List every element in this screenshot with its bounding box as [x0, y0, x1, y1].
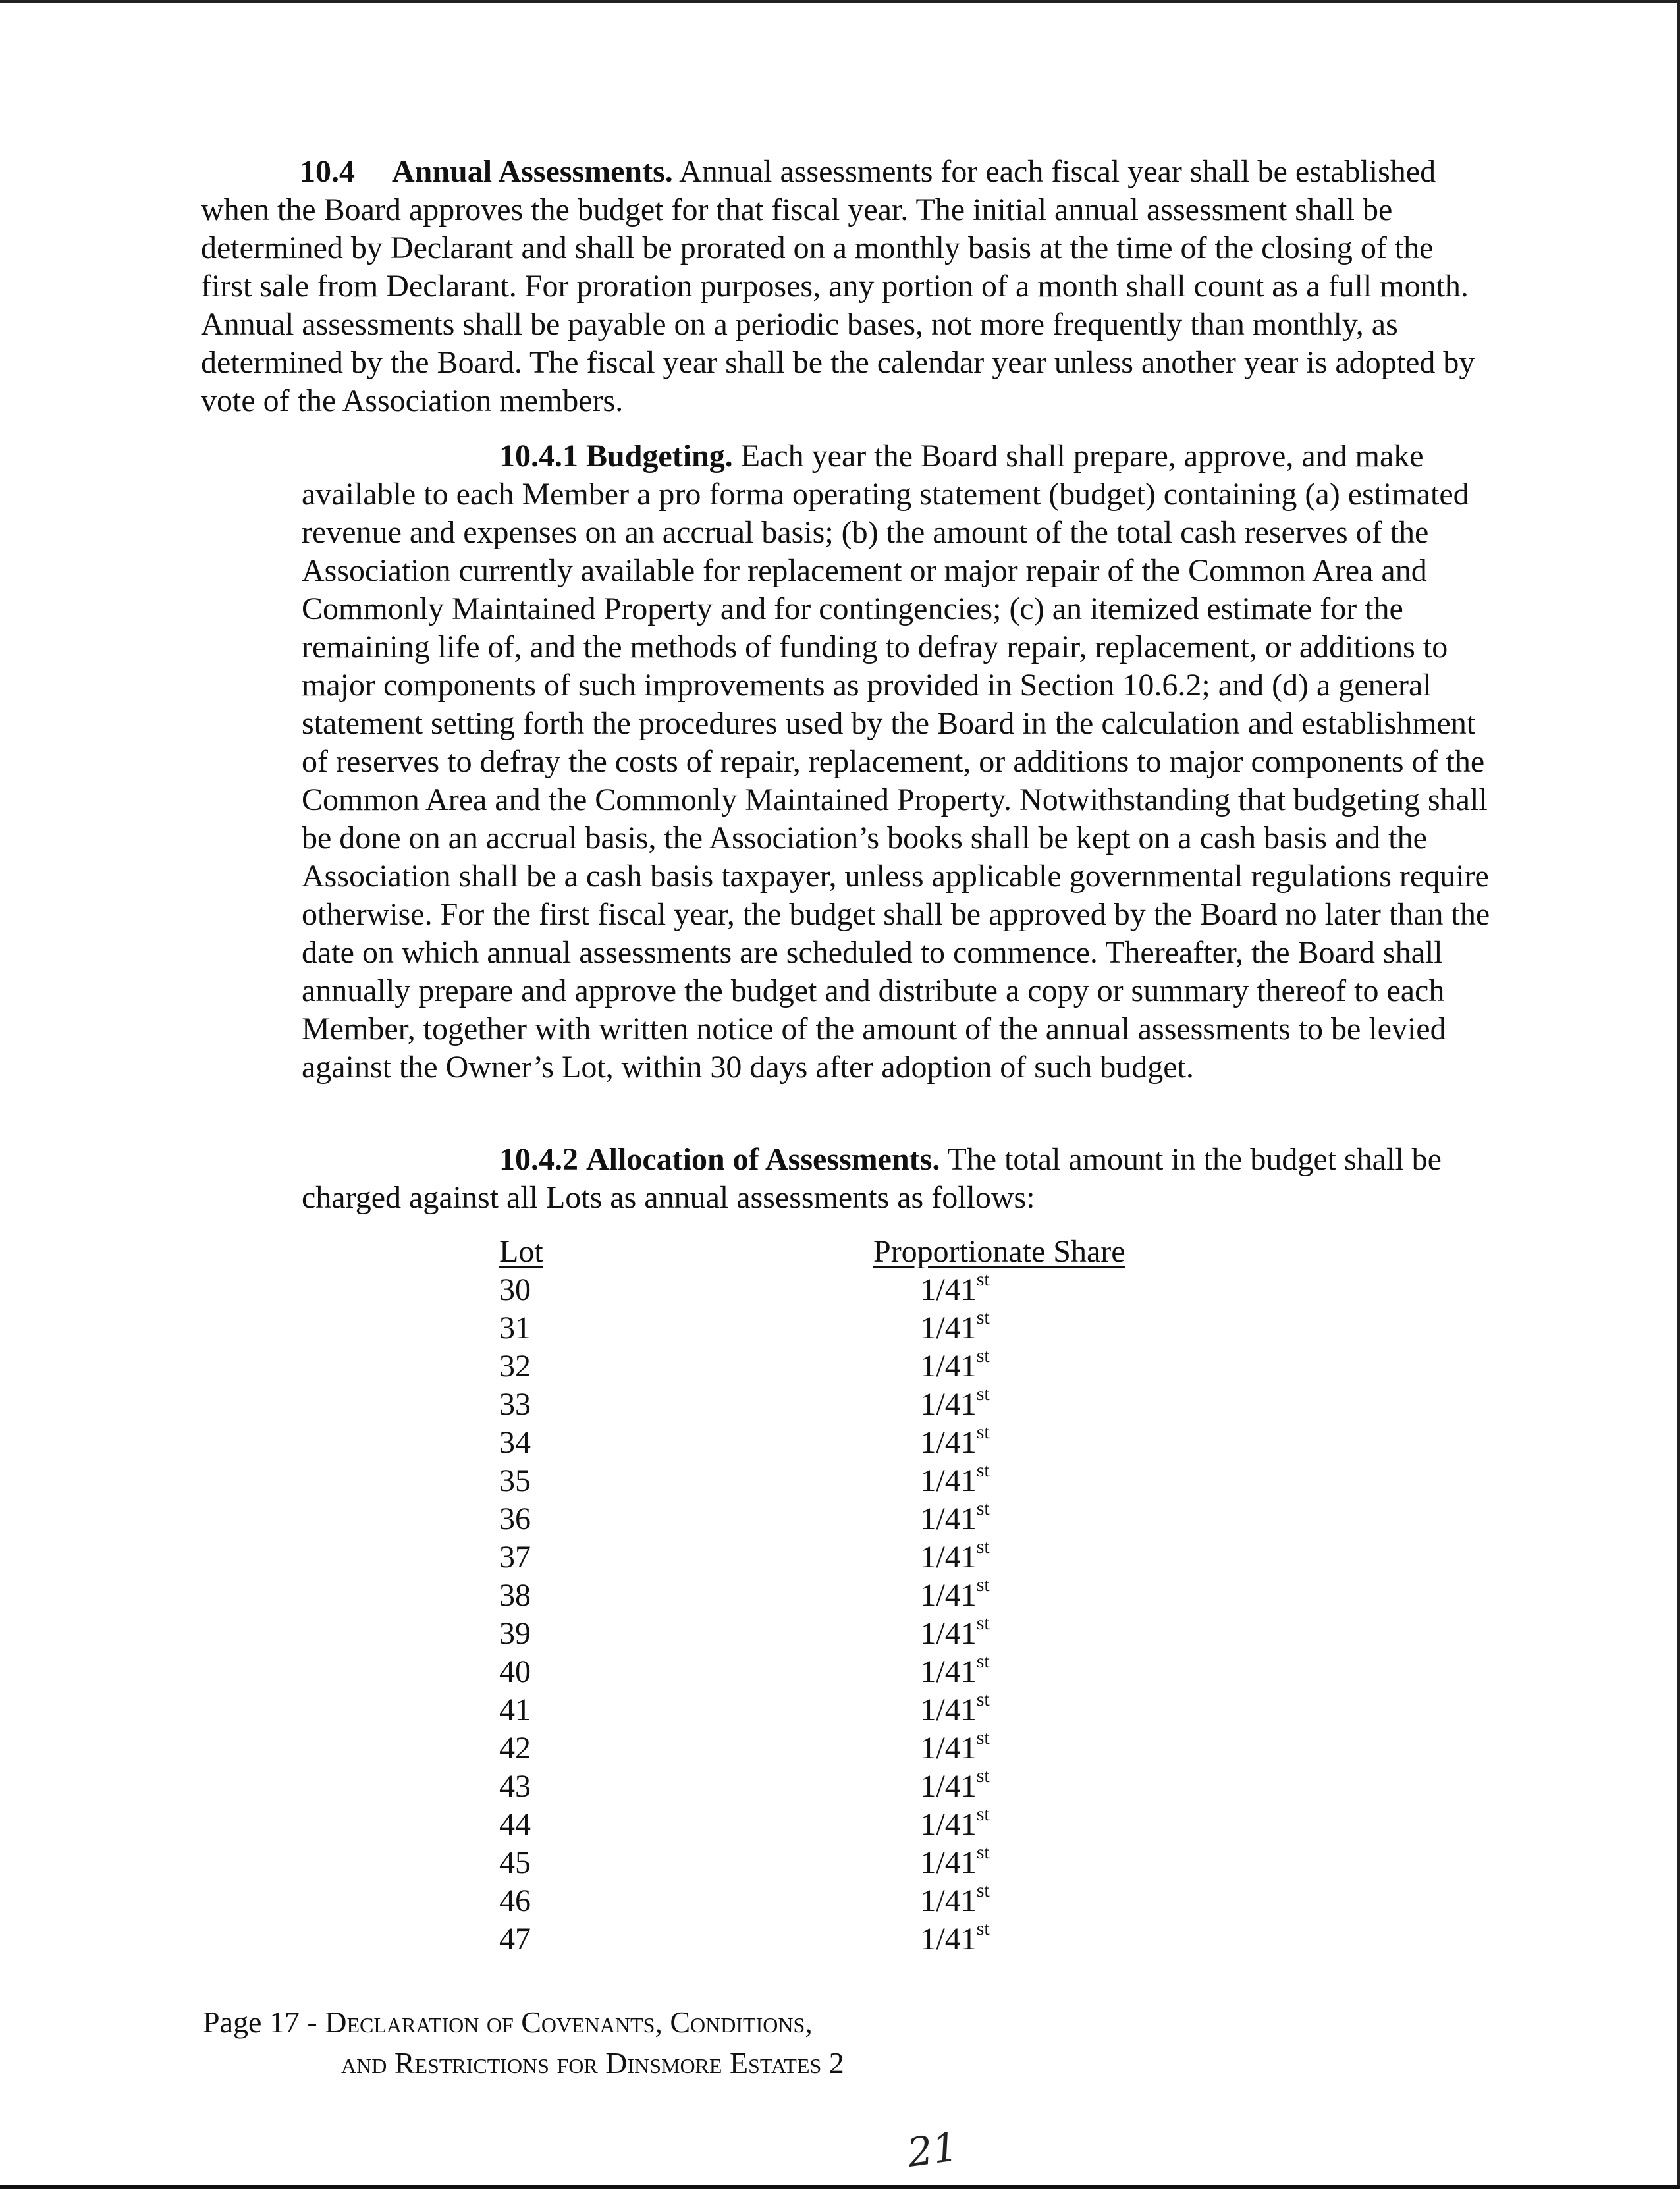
proportionate-share [629, 1691, 1224, 1729]
lot-number: 34 [499, 1425, 531, 1460]
share-fraction: 1/41 [920, 1463, 977, 1498]
proportionate-share [629, 1268, 1224, 1309]
share-fraction: 1/41 [920, 1540, 977, 1575]
share-ordinal-suffix: st [976, 1574, 990, 1596]
table-row [499, 1383, 1224, 1424]
share-fraction: 1/41 [920, 1425, 977, 1460]
proportionate-share [629, 1803, 1224, 1844]
lot-number: 38 [499, 1578, 531, 1613]
table-row [499, 1500, 1224, 1538]
proportionate-share [629, 1650, 1224, 1691]
footer-page-label: Page 17 - [203, 2005, 317, 2039]
table-row [499, 1309, 1224, 1347]
table-row [499, 1920, 1224, 1959]
header-proportionate-share: Proportionate Share [873, 1234, 1125, 1269]
share-ordinal-suffix: st [976, 1383, 990, 1405]
lot-number: 40 [499, 1654, 531, 1689]
section-10-4-2-title: Allocation of Assessments. [586, 1142, 940, 1177]
lot-share-table [499, 1233, 1224, 1959]
footer-line-1 [203, 2002, 1257, 2043]
lot-number: 46 [499, 1883, 531, 1918]
proportionate-share [629, 1309, 1224, 1347]
share-fraction: 1/41 [920, 1692, 977, 1727]
header-lot: Lot [499, 1234, 543, 1269]
section-10-4-2-paragraph [302, 1141, 1494, 1217]
share-ordinal-suffix: st [976, 1841, 990, 1863]
proportionate-share [629, 1574, 1224, 1615]
lot-number: 39 [499, 1616, 531, 1651]
table-row [499, 1879, 1224, 1920]
table-row [499, 1803, 1224, 1844]
section-10-4-paragraph [201, 153, 1485, 420]
lot-number: 47 [499, 1922, 531, 1957]
lot-number: 30 [499, 1272, 531, 1307]
section-10-4-number: 10.4 [300, 154, 355, 189]
share-fraction: 1/41 [920, 1654, 977, 1689]
share-ordinal-suffix: st [976, 1459, 990, 1481]
proportionate-share [629, 1421, 1224, 1462]
proportionate-share [629, 1729, 1224, 1768]
share-ordinal-suffix: st [976, 1918, 990, 1939]
lot-number: 37 [499, 1540, 531, 1575]
lot-number: 43 [499, 1769, 531, 1804]
lot-number: 32 [499, 1349, 531, 1384]
proportionate-share [629, 1841, 1224, 1882]
share-ordinal-suffix: st [976, 1421, 990, 1443]
section-10-4-1-title: Budgeting. [586, 439, 733, 473]
scan-border-bottom [0, 2185, 1680, 2189]
table-row [499, 1765, 1224, 1806]
section-10-4-title: Annual Assessments. [392, 154, 673, 189]
page-footer [203, 2002, 1257, 2084]
proportionate-share [629, 1347, 1224, 1386]
share-fraction: 1/41 [920, 1731, 977, 1766]
share-ordinal-suffix: st [976, 1803, 990, 1825]
share-fraction: 1/41 [920, 1349, 977, 1384]
table-row [499, 1650, 1224, 1691]
table-row [499, 1421, 1224, 1462]
share-ordinal-suffix: st [976, 1765, 990, 1787]
lot-number: 44 [499, 1807, 531, 1842]
proportionate-share [629, 1538, 1224, 1577]
table-row [499, 1691, 1224, 1729]
table-row [499, 1729, 1224, 1768]
share-fraction: 1/41 [920, 1311, 977, 1345]
proportionate-share [629, 1459, 1224, 1500]
share-ordinal-suffix: st [976, 1498, 990, 1519]
proportionate-share [629, 1612, 1224, 1653]
table-row [499, 1459, 1224, 1500]
section-10-4-body: Annual assessments for each fiscal year shall be established when the Board approves the budget for that fiscal year. The initial annual assessment shall be determined by Declarant and shall be prorated on a monthly basis at the time of the closing of the first sale from Declarant. For proration purposes, any portion of a month shall count as a full month. Annual assessments shall be payable on a periodic bases, not more frequently than monthly, as determined by the Board. The fiscal year shall be the calendar year unless another year is adopted by vote of the Association members. [201, 154, 1475, 418]
table-row [499, 1347, 1224, 1386]
section-10-4-2-number: 10.4.2 [499, 1142, 578, 1177]
share-fraction: 1/41 [920, 1387, 977, 1422]
section-10-4-2-body: The total amount in the budget shall be charged against all Lots as annual assessments as follows: [302, 1142, 1442, 1215]
table-header-row [499, 1233, 1224, 1271]
share-fraction: 1/41 [920, 1272, 977, 1307]
proportionate-share [629, 1765, 1224, 1806]
footer-title-line-1: Declaration of Covenants, Conditions, [325, 2005, 813, 2039]
table-row [499, 1574, 1224, 1615]
share-fraction: 1/41 [920, 1845, 977, 1880]
table-row [499, 1612, 1224, 1653]
proportionate-share [629, 1879, 1224, 1920]
share-ordinal-suffix: st [976, 1307, 990, 1328]
lot-number: 45 [499, 1845, 531, 1880]
lot-number: 42 [499, 1731, 531, 1766]
share-ordinal-suffix: st [976, 1345, 990, 1366]
scan-border-right [1677, 0, 1680, 2189]
table-row [499, 1538, 1224, 1577]
share-fraction: 1/41 [920, 1501, 977, 1536]
share-ordinal-suffix: st [976, 1268, 990, 1290]
share-fraction: 1/41 [920, 1769, 977, 1804]
section-10-4-1-paragraph [302, 437, 1494, 1087]
lot-number: 31 [499, 1311, 531, 1345]
share-fraction: 1/41 [920, 1922, 977, 1957]
proportionate-share [629, 1383, 1224, 1424]
share-fraction: 1/41 [920, 1616, 977, 1651]
table-row [499, 1841, 1224, 1882]
share-ordinal-suffix: st [976, 1879, 990, 1901]
lot-number: 41 [499, 1692, 531, 1727]
share-ordinal-suffix: st [976, 1727, 990, 1748]
lot-number: 33 [499, 1387, 531, 1422]
share-ordinal-suffix: st [976, 1650, 990, 1672]
scan-border-top [0, 0, 1680, 3]
handwritten-page-number: 21 [904, 2124, 961, 2176]
share-fraction: 1/41 [920, 1578, 977, 1613]
share-fraction: 1/41 [920, 1883, 977, 1918]
table-row [499, 1268, 1224, 1309]
share-ordinal-suffix: st [976, 1612, 990, 1634]
table-body [499, 1268, 1224, 1959]
section-10-4-1-number: 10.4.1 [499, 439, 578, 473]
footer-title-line-2: and Restrictions for Dinsmore Estates 2 [341, 2046, 844, 2080]
section-10-4-1-body: Each year the Board shall prepare, approve, and make available to each Member a pro forma operating statement (budget) containing (a) estimated revenue and expenses on an accrual basis; (b) the amount of the total cash reserves of the Association currently available for replacement or major repair of the Common Area and Commonly Maintained Property and for contingencies; (c) an itemized estimate for the remaining life of, and the methods of funding to defray repair, replacement, or additions to major components of such improvements as provided in Section 10.6.2; and (d) a general statement setting forth the procedures used by the Board in the calculation and establishment of reserves to defray the costs of repair, replacement, or additions to major components of the Common Area and the Commonly Maintained Property. Notwithstanding that budgeting shall be done on an accrual basis, the Association’s books shall be kept on a cash basis and the Association shall be a cash basis taxpayer, unless applicable governmental regulations require otherwise. For the first fiscal year, the budget shall be approved by the Board no later than the date on which annual assessments are scheduled to commence. Thereafter, the Board shall annually prepare and approve the budget and distribute a copy or summary thereof to each Member, together with written notice of the amount of the annual assessments to be levied against the Owner’s Lot, within 30 days after adoption of such budget. [302, 439, 1490, 1085]
share-fraction: 1/41 [920, 1807, 977, 1842]
share-ordinal-suffix: st [976, 1536, 990, 1557]
proportionate-share [629, 1920, 1224, 1959]
proportionate-share [629, 1500, 1224, 1538]
share-ordinal-suffix: st [976, 1689, 990, 1710]
lot-number: 35 [499, 1463, 531, 1498]
lot-number: 36 [499, 1501, 531, 1536]
